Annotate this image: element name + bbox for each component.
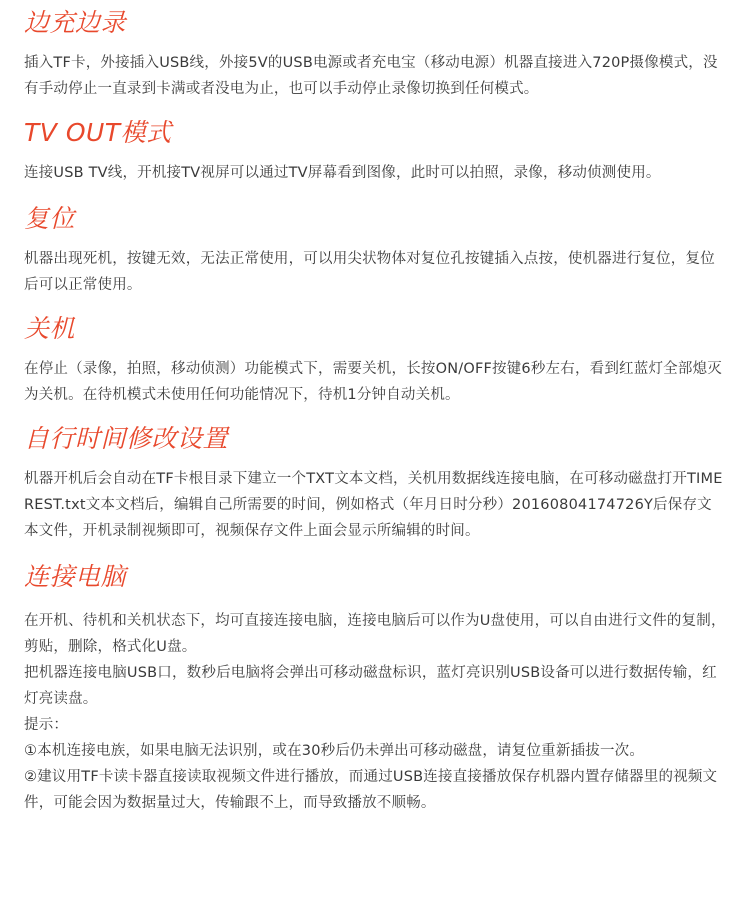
tip-label: 提示： (24, 717, 69, 733)
section-paragraph: 连接USB TV线，开机接TV视屏可以通过TV屏幕看到图像，此时可以拍照，录像，移动侦测使用。 (24, 165, 661, 181)
section-title: 连接电脑 (24, 562, 127, 591)
section-paragraph: 机器出现死机，按键无效，无法正常使用，可以用尖状物体对复位孔按键插入点按，使机器进行复位，复位后可以正常使用。 (24, 251, 715, 293)
section-time-setting (24, 420, 726, 544)
section-connect-pc (24, 558, 726, 816)
section-paragraph: 机器开机后会自动在TF卡根目录下建立一个TXT文本文档，关机用数据线连接电脑，在可移动磁盘打开TIMEREST.txt文本文档后，编辑自己所需要的时间，例如格式（年月日时分秒）20160804174726Y后保存文本文件，开机录制视频即可，视频保存文件上面会显示所编辑的时间。 (24, 471, 723, 539)
section-title: 复位 (24, 204, 76, 233)
section-paragraph: 把机器连接电脑USB口，数秒后电脑将会弹出可移动磁盘标识，蓝灯亮识别USB设备可以进行数据传输，红灯亮读盘。 (24, 665, 717, 707)
section-title: 边充边录 (24, 8, 127, 37)
section-title: TV OUT模式 (24, 118, 172, 147)
section-reset (24, 200, 726, 298)
section-power-off (24, 310, 726, 408)
section-paragraph: 插入TF卡，外接插入USB线，外接5V的USB电源或者充电宝（移动电源）机器直接进入720P摄像模式，没有手动停止一直录到卡满或者没电为止，也可以手动停止录像切换到任何模式。 (24, 55, 718, 97)
section-title: 关机 (24, 314, 76, 343)
tip-item: ②建议用TF卡读卡器直接读取视频文件进行播放，而通过USB连接直接播放保存机器内置存储器里的视频文件，可能会因为数据量过大，传输跟不上，而导致播放不顺畅。 (24, 769, 718, 811)
section-charge-record (24, 4, 726, 102)
section-title: 自行时间修改设置 (24, 424, 229, 453)
section-paragraph: 在停止（录像，拍照，移动侦测）功能模式下，需要关机，长按ON/OFF按键6秒左右，看到红蓝灯全部熄灭为关机。在待机模式未使用任何功能情况下，待机1分钟自动关机。 (24, 361, 722, 403)
section-tv-out (24, 114, 726, 186)
section-paragraph: 在开机、待机和关机状态下，均可直接连接电脑，连接电脑后可以作为U盘使用，可以自由进行文件的复制，剪贴，删除，格式化U盘。 (24, 613, 726, 655)
tip-item: ①本机连接电族，如果电脑无法识别，或在30秒后仍未弹出可移动磁盘，请复位重新插拔一次。 (24, 743, 645, 759)
